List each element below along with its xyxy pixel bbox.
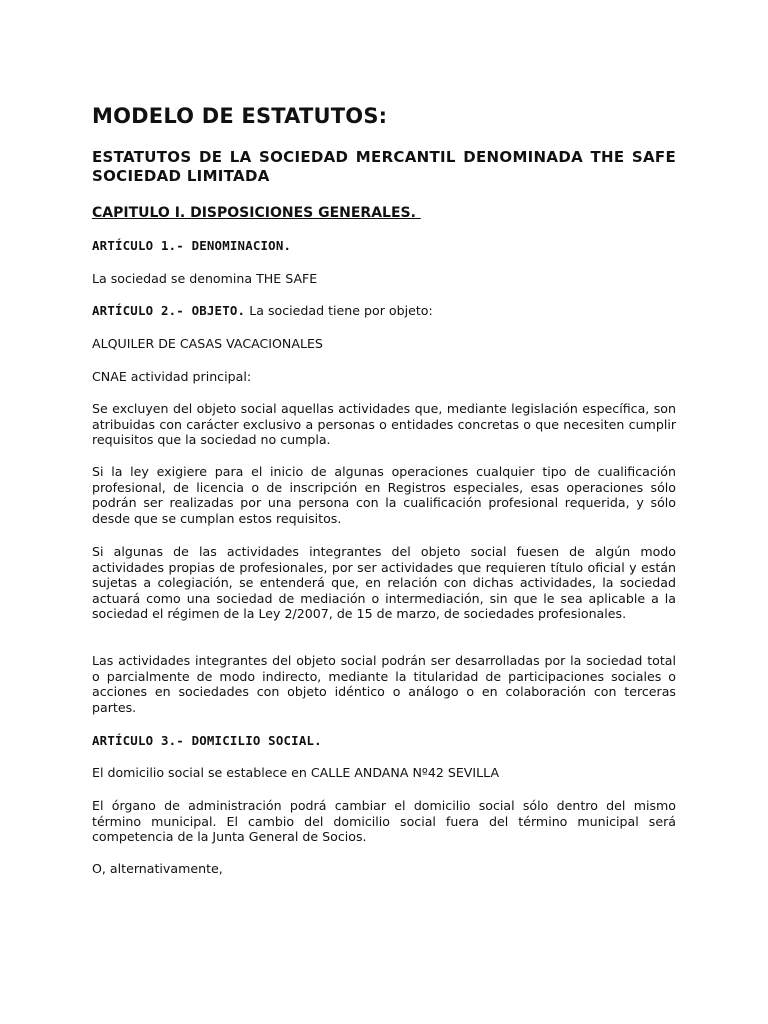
article-2-cnae: CNAE actividad principal: xyxy=(92,369,252,384)
article-3-heading-text: ARTÍCULO 3.- DOMICILIO SOCIAL. xyxy=(92,733,322,748)
article-2-paragraph-3: Si algunas de las actividades integrantes del objeto social fuesen de algún modo actividades propias de profesionales, por ser actividades que requieren título oficial y están sujetas a colegiación, se entenderá que, en relación con dichas actividades, la sociedad actuará como una sociedad de mediación o intermediación, sin que le sea aplicable a la sociedad el régimen de la Ley 2/2007, de 15 de marzo, de sociedades profesionales. xyxy=(92,544,676,622)
article-2-activity: ALQUILER DE CASAS VACACIONALES xyxy=(92,336,323,351)
article-2-paragraph-2: Si la ley exigiere para el inicio de algunas operaciones cualquier tipo de cualificación profesional, de licencia o de inscripción en Registros especiales, esas operaciones sólo podrán ser realizadas por una persona con la cualificación profesional requerida, y sólo desde que se cumplan estos requisitos. xyxy=(92,464,676,526)
article-1-heading-text: ARTÍCULO 1.- DENOMINACION. xyxy=(92,238,292,253)
article-3-heading xyxy=(92,733,676,749)
document-title: MODELO DE ESTATUTOS: xyxy=(92,104,388,128)
article-1-text: La sociedad se denomina THE SAFE xyxy=(92,271,318,286)
article-2-paragraph-1: Se excluyen del objeto social aquellas actividades que, mediante legislación específica, son atribuidas con carácter exclusivo a personas o entidades concretas o que necesiten cumplir requisitos que la sociedad no cumpla. xyxy=(92,401,676,448)
article-3-text: El domicilio social se establece en CALLE ANDANA Nº42 SEVILLA xyxy=(92,765,500,780)
article-2-heading xyxy=(92,303,676,319)
article-2-intro: La sociedad tiene por objeto: xyxy=(249,303,433,318)
article-3-paragraph-1: El órgano de administración podrá cambiar el domicilio social sólo dentro del mismo término municipal. El cambio del domicilio social fuera del término municipal será competencia de la Junta General de Socios. xyxy=(92,798,676,845)
article-2-paragraph-4: Las actividades integrantes del objeto social podrán ser desarrolladas por la sociedad total o parcialmente de modo indirecto, mediante la titularidad de participaciones sociales o acciones en sociedades con objeto idéntico o análogo o en colaboración con terceras partes. xyxy=(92,653,676,715)
article-2-heading-text: ARTÍCULO 2.- OBJETO. xyxy=(92,303,246,318)
document-subtitle: ESTATUTOS DE LA SOCIEDAD MERCANTIL DENOMINADA THE SAFE SOCIEDAD LIMITADA xyxy=(92,148,676,185)
article-3-alternative: O, alternativamente, xyxy=(92,861,223,876)
chapter-heading: CAPITULO I. DISPOSICIONES GENERALES. xyxy=(92,205,421,221)
article-1-heading xyxy=(92,238,676,254)
